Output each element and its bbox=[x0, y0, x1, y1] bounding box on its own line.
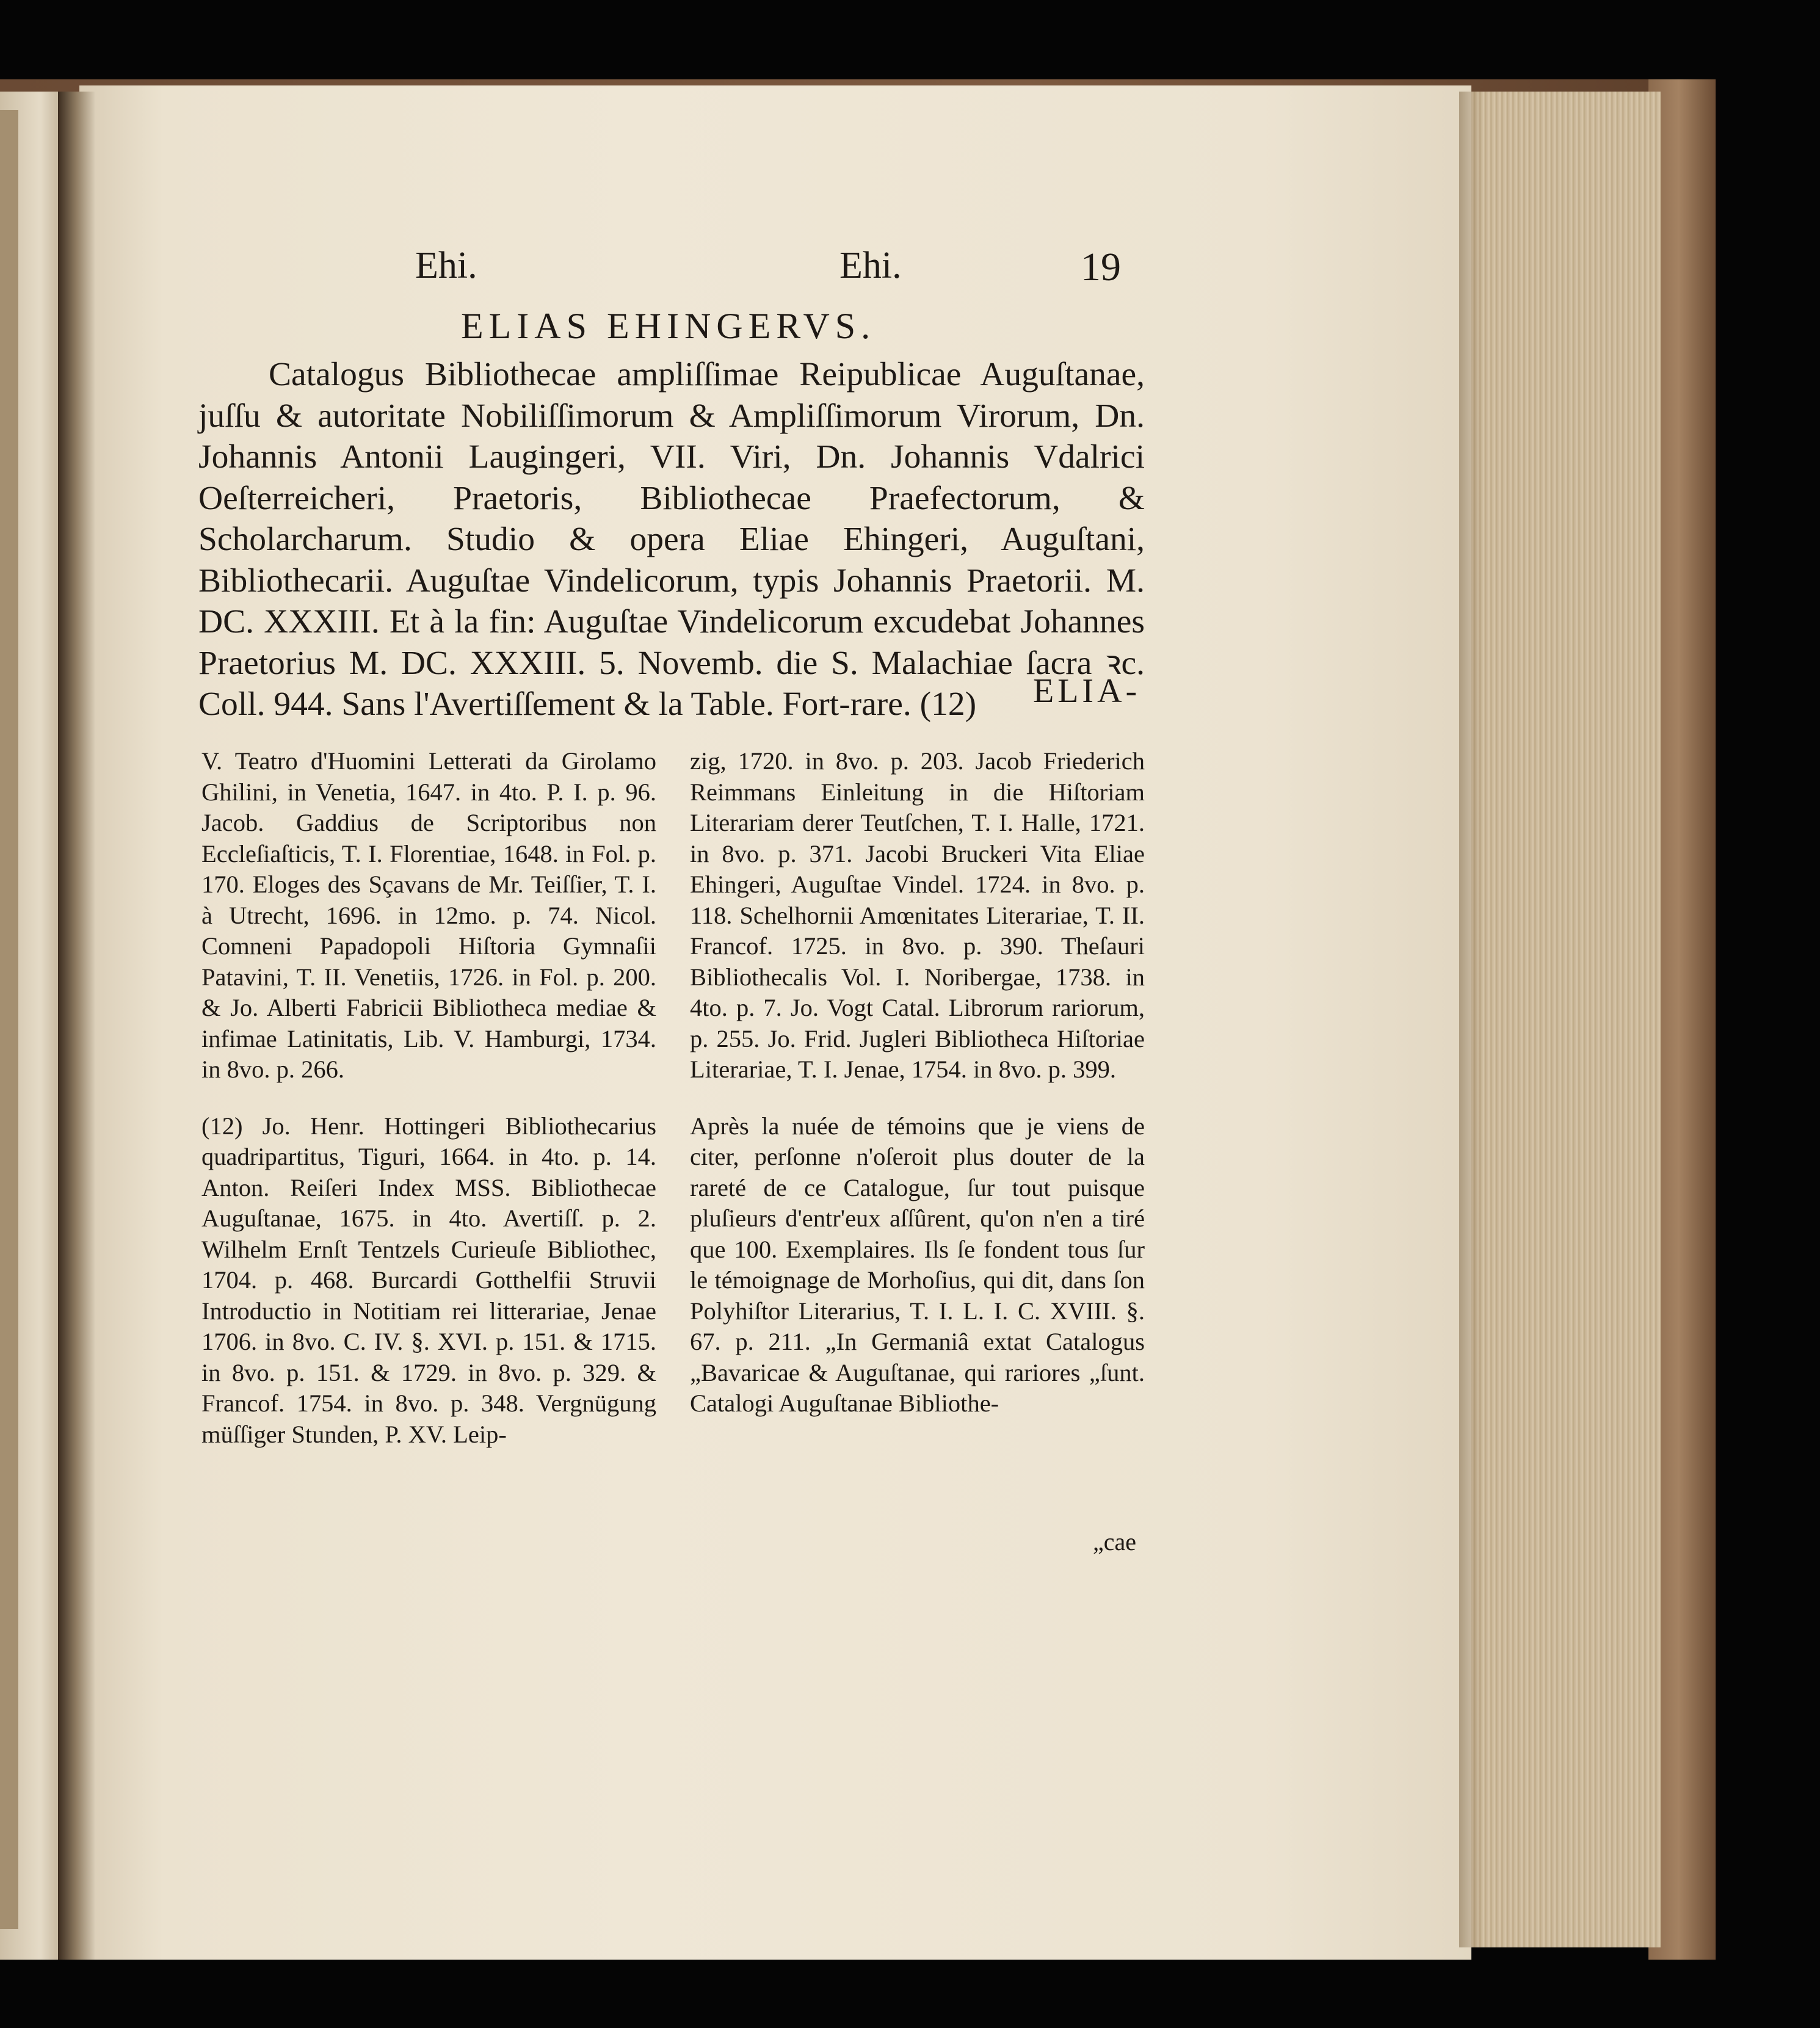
notes-right-column bbox=[690, 746, 1145, 1419]
entry-body: Catalogus Bibliothecae ampliſſimae Reipublicae Auguſtanae, juſſu & autoritate Nobiliſſimorum & Ampliſſimorum Virorum, Dn. Johannis Antonii Laugingeri, VII. Viri, Dn. Johannis Vdalrici Oeſterreicheri, Praetoris, Bibliothecae Praefectorum, & Scholarcharum. Studio & opera Eliae Ehingeri, Auguſtani, Bibliothecarii. Auguſtae Vindelicorum, typis Johannis Praetorii. M. DC. XXXIII. Et à la fin: Auguſtae Vindelicorum excudebat Johannes Praetorius M. DC. XXXIII. 5. Novemb. die S. Malachiae ſacra ꝛc. Coll. 944. Sans l'Avertiſſement & la Table. Fort-rare. (12) bbox=[198, 356, 1145, 723]
note-paragraph: zig, 1720. in 8vo. p. 203. Jacob Friederich Reimmans Einleitung in die Hiſtoriam Literariam derer Teutſchen, T. I. Halle, 1721. in 8vo. p. 371. Jacobi Bruckeri Vita Eliae Ehingeri, Auguſtae Vindel. 1724. in 8vo. p. 118. Schelhornii Amœnitates Literariae, T. II. Francof. 1725. in 8vo. p. 390. Theſauri Bibliothecalis Vol. I. Noribergae, 1738. in 4to. p. 7. Jo. Vogt Catal. Librorum rariorum, p. 255. Jo. Frid. Jugleri Bibliotheca Hiſtoriae Literariae, T. I. Jenae, 1754. in 8vo. p. 399. bbox=[690, 747, 1145, 1083]
page-edge-shadow bbox=[1459, 92, 1484, 1947]
note-paragraph: (12) Jo. Henr. Hottingeri Bibliothecarius quadripartitus, Tiguri, 1664. in 4to. p. 14. Anton. Reiſeri Index MSS. Bibliothecae Auguſtanae, 1675. in 4to. Avertiſſ. p. 2. Wilhelm Ernſt Tentzels Curieuſe Bibliothec, 1704. p. 468. Burcardi Gotthelfii Struvii Introductio in Notitiam rei litterariae, Jenae 1706. in 8vo. C. IV. §. XVI. p. 151. & 1715. in 8vo. p. 151. & 1729. in 8vo. p. 329. & Francof. 1754. in 8vo. p. 348. Vergnügung müſſiger Stunden, P. XV. Leip- bbox=[201, 1112, 656, 1448]
entry-title: ELIAS EHINGERVS. bbox=[461, 306, 876, 346]
left-page-edge bbox=[0, 110, 18, 1929]
main-entry bbox=[198, 354, 1145, 725]
catchword: ELIA- bbox=[1033, 672, 1141, 710]
running-head-center: Ehi. bbox=[839, 245, 902, 286]
page-block-edge bbox=[1465, 92, 1661, 1947]
notes-catchword: „cae bbox=[1093, 1528, 1137, 1555]
notes-left-column bbox=[201, 746, 656, 1450]
page-number: 19 bbox=[1081, 245, 1121, 289]
note-paragraph: Après la nuée de témoins que je viens de citer, perſonne n'oſeroit plus douter de la rareté de ce Catalogue, ſur tout puisque pluſieurs d'entr'eux aſſûrent, qu'on n'en a tiré que 100. Exemplaires. Ils ſe fondent tous ſur le témoignage de Morhoſius, qui dit, dans ſon Polyhiſtor Literarius, T. I. L. I. C. XVIII. §. 67. p. 211. „In Germaniâ extat Catalogus „Bavaricae & Auguſtanae, qui rariores „ſunt. Catalogi Auguſtanae Bibliothe- bbox=[690, 1112, 1145, 1417]
note-paragraph: V. Teatro d'Huomini Letterati da Girolamo Ghilini, in Venetia, 1647. in 4to. P. I. p. 96. Jacob. Gaddius de Scriptoribus non Eccleſiaſticis, T. I. Florentiae, 1648. in Fol. p. 170. Eloges des Sçavans de Mr. Teiſſier, T. I. à Utrecht, 1696. in 12mo. p. 74. Nicol. Comneni Papadopoli Hiſtoria Gymnaſii Patavini, T. II. Venetiis, 1726. in Fol. p. 200. & Jo. Alberti Fabricii Bibliotheca mediae & infimae Latinitatis, Lib. V. Hamburgi, 1734. in 8vo. p. 266. bbox=[201, 747, 656, 1083]
gutter-shadow bbox=[58, 92, 95, 1960]
running-head-left: Ehi. bbox=[415, 245, 477, 286]
